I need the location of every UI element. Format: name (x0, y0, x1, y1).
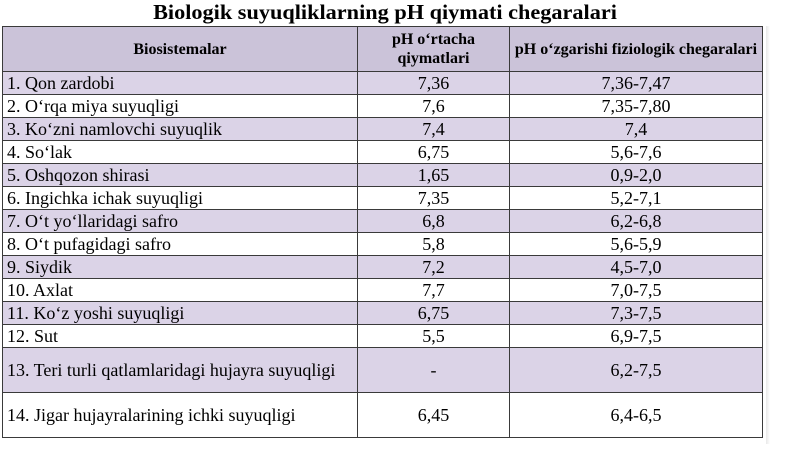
table-row (3, 164, 763, 187)
cell-biosystem: 8. O‘t pufagidagi safro (3, 233, 358, 256)
table-row (3, 393, 763, 438)
cell-ph-average: 7,6 (358, 95, 510, 118)
cell-ph-range: 0,9-2,0 (510, 164, 763, 187)
cell-ph-average: 7,36 (358, 72, 510, 95)
cell-ph-average: 6,8 (358, 210, 510, 233)
cell-ph-range: 6,9-7,5 (510, 325, 763, 348)
cell-biosystem: 2. O‘rqa miya suyuqligi (3, 95, 358, 118)
cell-biosystem: 4. So‘lak (3, 141, 358, 164)
cell-ph-range: 7,36-7,47 (510, 72, 763, 95)
table-row (3, 256, 763, 279)
cell-ph-range: 7,0-7,5 (510, 279, 763, 302)
table-title: Biologik suyuqliklarning pH qiymati chegaralari (153, 0, 617, 24)
ph-table (2, 26, 763, 438)
cell-ph-range: 4,5-7,0 (510, 256, 763, 279)
cell-ph-range: 6,2-7,5 (510, 348, 763, 393)
table-row (3, 210, 763, 233)
cell-ph-average: 6,45 (358, 393, 510, 438)
table-row (3, 233, 763, 256)
cell-ph-average: 1,65 (358, 164, 510, 187)
table-row (3, 118, 763, 141)
table-body (3, 72, 763, 438)
cell-ph-range: 7,3-7,5 (510, 302, 763, 325)
cell-biosystem: 14. Jigar hujayralarining ichki suyuqligi (3, 393, 358, 438)
table-row (3, 302, 763, 325)
cell-biosystem: 12. Sut (3, 325, 358, 348)
cell-biosystem: 3. Ko‘zni namlovchi suyuqlik (3, 118, 358, 141)
cell-ph-average: 7,7 (358, 279, 510, 302)
cell-ph-range: 5,6-5,9 (510, 233, 763, 256)
header-biosystems: Biosistemalar (3, 27, 358, 72)
cell-biosystem: 1. Qon zardobi (3, 72, 358, 95)
cell-ph-average: 6,75 (358, 302, 510, 325)
cell-biosystem: 7. O‘t yo‘llaridagi safro (3, 210, 358, 233)
table-row (3, 325, 763, 348)
cell-ph-range: 7,4 (510, 118, 763, 141)
page-edge-shadow (766, 26, 770, 444)
cell-ph-range: 7,35-7,80 (510, 95, 763, 118)
table-row (3, 279, 763, 302)
table-row (3, 187, 763, 210)
cell-ph-average: 7,35 (358, 187, 510, 210)
table-row (3, 95, 763, 118)
cell-biosystem: 9. Siydik (3, 256, 358, 279)
cell-biosystem: 5. Oshqozon shirasi (3, 164, 358, 187)
cell-biosystem: 6. Ingichka ichak suyuqligi (3, 187, 358, 210)
table-row (3, 72, 763, 95)
cell-biosystem: 13. Teri turli qatlamlaridagi hujayra suyuqligi (3, 348, 358, 393)
cell-biosystem: 10. Axlat (3, 279, 358, 302)
cell-ph-average: 7,2 (358, 256, 510, 279)
cell-ph-range: 5,6-7,6 (510, 141, 763, 164)
cell-ph-range: 6,2-6,8 (510, 210, 763, 233)
table-row (3, 141, 763, 164)
cell-ph-range: 6,4-6,5 (510, 393, 763, 438)
cell-ph-range: 5,2-7,1 (510, 187, 763, 210)
cell-ph-average: - (358, 348, 510, 393)
table-header-row (3, 27, 763, 72)
table-row (3, 348, 763, 393)
cell-ph-average: 5,8 (358, 233, 510, 256)
header-ph-range: pH o‘zgarishi fiziologik chegaralari (510, 27, 763, 72)
cell-ph-average: 7,4 (358, 118, 510, 141)
cell-ph-average: 6,75 (358, 141, 510, 164)
cell-ph-average: 5,5 (358, 325, 510, 348)
header-ph-average: pH o‘rtacha qiymatlari (358, 27, 510, 72)
cell-biosystem: 11. Ko‘z yoshi suyuqligi (3, 302, 358, 325)
